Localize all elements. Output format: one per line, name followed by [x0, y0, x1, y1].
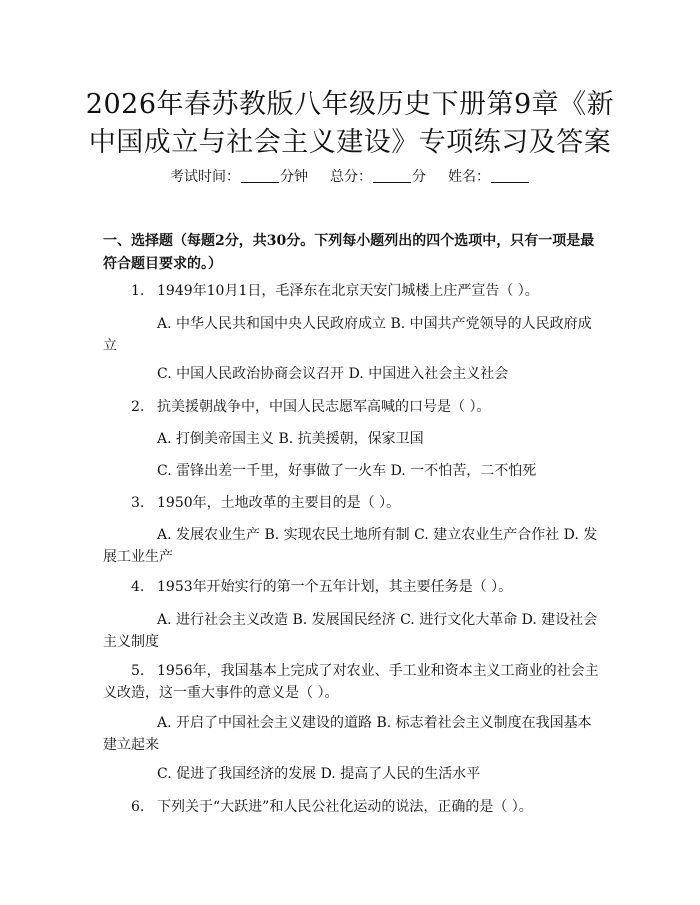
score-unit: 分	[412, 169, 426, 185]
question-number: 6.	[131, 799, 145, 815]
question-number: 4.	[131, 579, 145, 595]
document-title-line-1: 2026年春苏教版八年级历史下册第9章《新	[85, 89, 615, 120]
question-2-options-c-d: C. 雷锋出差一千里，好事做了一火车 D. 一不怕苦，二不怕死	[157, 463, 537, 479]
question-5-options-c-d: C. 促进了我国经济的发展 D. 提高了人民的生活水平	[157, 766, 481, 782]
name-blank	[491, 168, 529, 183]
question-text: 下列关于“大跃进”和人民公社化运动的说法，正确的是（ ）。	[157, 799, 533, 815]
question-text: 1956年，我国基本上完成了对农业、手工业和资本主义工商业的社会主义改造，这一重大事件的意义是（ ）。	[103, 663, 599, 701]
question-3-options: A. 发展农业生产 B. 实现农民土地所有制 C. 建立农业生产合作社 D. 发展工业生产	[103, 527, 598, 565]
question-1-options-a-b: A. 中华人民共和国中央人民政府成立 B. 中国共产党领导的人民政府成立	[103, 316, 592, 354]
question-number: 3.	[131, 495, 145, 511]
exam-meta-row	[0, 167, 700, 187]
time-label: 考试时间：	[170, 169, 240, 185]
question-2-options-a-b: A. 打倒美帝国主义 B. 抗美援朝，保家卫国	[157, 431, 424, 447]
question-1-options-c-d: C. 中国人民政治协商会议召开 D. 中国进入社会主义社会	[157, 366, 509, 382]
section-heading: 一、选择题（每题2分，共30分。下列每小题列出的四个选项中，只有一项是最符合题目要求的。）	[103, 233, 595, 272]
time-blank	[241, 168, 279, 183]
time-unit: 分钟	[280, 169, 308, 185]
question-number: 5.	[131, 663, 145, 679]
document-title-line-2: 中国成立与社会主义建设》专项练习及答案	[88, 127, 612, 158]
question-number: 1.	[131, 283, 145, 299]
question-text: 1953年开始实行的第一个五年计划，其主要任务是（ ）。	[157, 579, 513, 595]
question-text: 抗美援朝战争中，中国人民志愿军高喊的口号是（ ）。	[157, 399, 491, 415]
question-5-options-a-b: A. 开启了中国社会主义建设的道路 B. 标志着社会主义制度在我国基本建立起来	[103, 715, 592, 753]
question-text: 1949年10月1日，毛泽东在北京天安门城楼上庄严宣告（ ）。	[157, 283, 539, 299]
question-4-options: A. 进行社会主义改造 B. 发展国民经济 C. 进行文化大革命 D. 建设社会主义制度	[103, 612, 598, 650]
question-number: 2.	[131, 399, 145, 415]
score-blank	[373, 168, 411, 183]
question-text: 1950年，土地改革的主要目的是（ ）。	[157, 495, 401, 511]
name-label: 姓名：	[448, 169, 490, 185]
score-label: 总分：	[330, 169, 372, 185]
